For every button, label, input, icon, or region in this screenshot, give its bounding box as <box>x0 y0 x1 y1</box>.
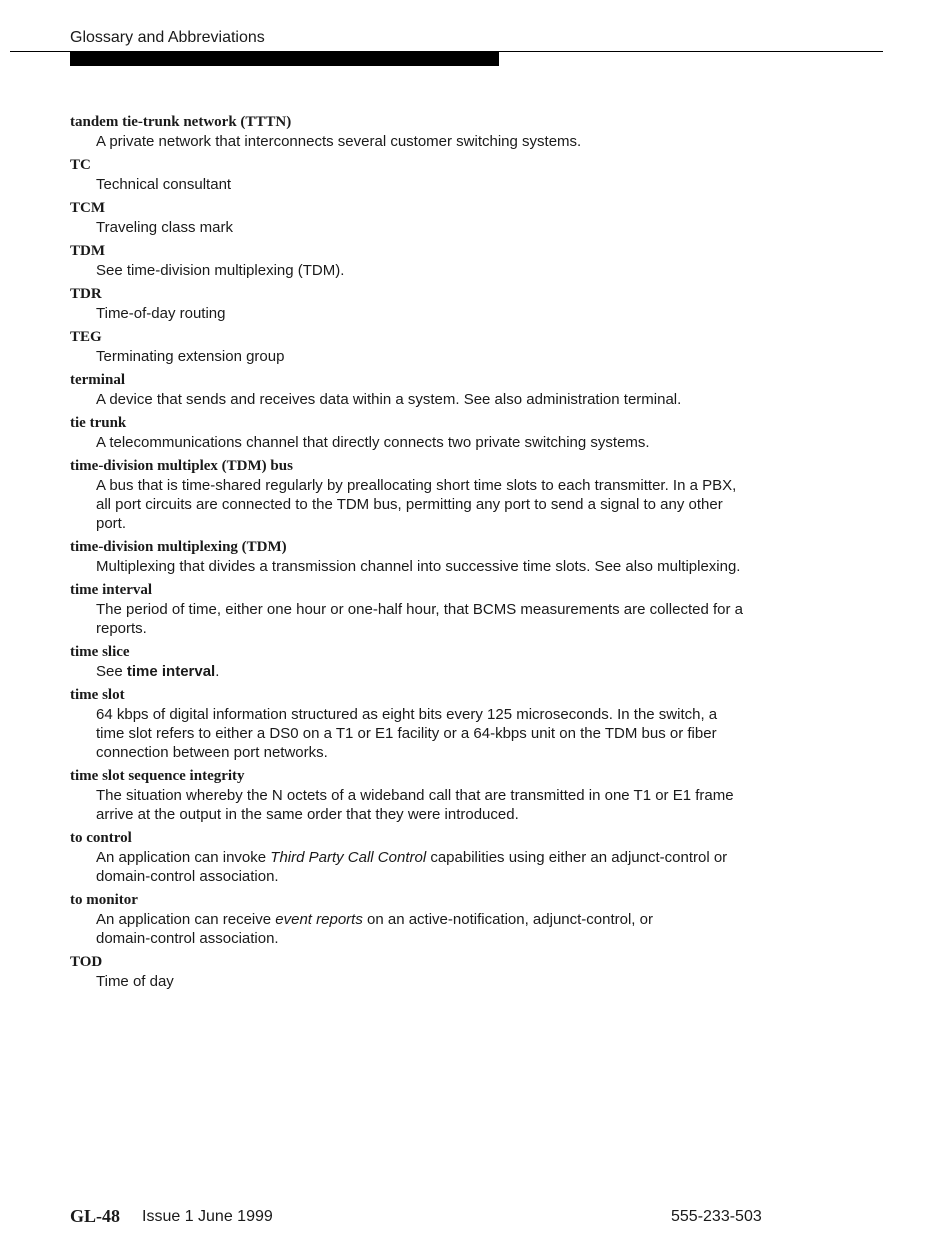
glossary-entry <box>70 538 780 576</box>
glossary-entry <box>70 643 780 681</box>
definition-line: port. <box>96 515 127 532</box>
glossary-term: TCM <box>70 200 105 216</box>
definition-text: . <box>215 663 220 680</box>
glossary-definition: Multiplexing that divides a transmission channel into successive time slots. See also multiplexing. <box>96 558 741 575</box>
glossary-definition: Time of day <box>96 973 174 990</box>
glossary-term: to control <box>70 830 132 846</box>
glossary-entry <box>70 581 780 638</box>
header-bar <box>70 52 499 66</box>
definition-line <box>96 848 780 867</box>
definition-text: capabilities using either an adjunct-control or <box>426 849 728 866</box>
definition-line <box>96 910 780 929</box>
glossary-term: time slice <box>70 644 130 660</box>
glossary-entry <box>70 285 780 323</box>
glossary-definition: A private network that interconnects several customer switching systems. <box>96 133 582 150</box>
definition-line: The period of time, either one hour or one-half hour, that BCMS measurements are collected for a <box>96 601 744 618</box>
glossary-term: terminal <box>70 372 125 388</box>
glossary-entry <box>70 156 780 194</box>
glossary-definition <box>96 910 780 948</box>
glossary-definition: Terminating extension group <box>96 348 285 365</box>
definition-text: on an active-notification, adjunct-control, or <box>362 911 653 928</box>
glossary-term: time-division multiplexing (TDM) <box>70 539 287 555</box>
definition-line: A bus that is time-shared regularly by preallocating short time slots to each transmitter. In a PBX, <box>96 477 737 494</box>
glossary-entry <box>70 414 780 452</box>
glossary-entry <box>70 113 780 151</box>
glossary-definition: A device that sends and receives data within a system. See also administration terminal. <box>96 391 682 408</box>
glossary-entry <box>70 891 780 948</box>
glossary-definition: Technical consultant <box>96 176 232 193</box>
glossary-entry <box>70 767 780 824</box>
glossary-entry <box>70 242 780 280</box>
glossary-definition: Traveling class mark <box>96 219 233 236</box>
cross-reference-link[interactable]: time interval <box>126 663 216 680</box>
glossary-term: tie trunk <box>70 415 127 431</box>
emphasized-text: Third Party Call Control <box>270 849 427 866</box>
definition-line: reports. <box>96 620 147 637</box>
glossary-entry <box>70 371 780 409</box>
glossary-entry <box>70 199 780 237</box>
glossary-term: TDM <box>70 243 105 259</box>
glossary-definition: A telecommunications channel that directly connects two private switching systems. <box>96 434 650 451</box>
glossary-definition <box>96 848 780 886</box>
definition-line: The situation whereby the N octets of a wideband call that are transmitted in one T1 or E1 frame <box>96 787 734 804</box>
issue-date: Issue 1 June 1999 <box>142 1208 273 1225</box>
emphasized-text: event reports <box>275 911 363 928</box>
glossary-term: TOD <box>70 954 103 970</box>
glossary-definition <box>96 786 780 824</box>
definition-text: See <box>96 663 127 680</box>
glossary-term: TEG <box>70 329 102 345</box>
glossary-term: tandem tie-trunk network (TTTN) <box>70 114 292 130</box>
definition-line: all port circuits are connected to the TDM bus, permitting any port to send a signal to any other <box>96 496 723 513</box>
document-number: 555-233-503 <box>671 1208 762 1225</box>
glossary-list <box>70 113 780 996</box>
glossary-definition <box>96 476 780 533</box>
glossary-entry <box>70 686 780 762</box>
glossary-entry <box>70 829 780 886</box>
glossary-definition: Time-of-day routing <box>96 305 226 322</box>
glossary-entry <box>70 457 780 533</box>
definition-text: An application can receive <box>96 911 276 928</box>
glossary-term: TDR <box>70 286 102 302</box>
running-header: Glossary and Abbreviations <box>70 29 265 46</box>
definition-line: domain-control association. <box>96 930 279 947</box>
definition-line: 64 kbps of digital information structured as eight bits every 125 microseconds. In the switch, a <box>96 706 718 723</box>
definition-text: An application can invoke <box>96 849 271 866</box>
glossary-term: time interval <box>70 582 153 598</box>
glossary-term: time slot <box>70 687 125 703</box>
glossary-definition <box>96 662 780 681</box>
glossary-entry <box>70 953 780 991</box>
glossary-term: TC <box>70 157 91 173</box>
glossary-term: time-division multiplex (TDM) bus <box>70 458 293 474</box>
glossary-definition <box>96 600 780 638</box>
glossary-entry <box>70 328 780 366</box>
glossary-term: time slot sequence integrity <box>70 768 245 784</box>
glossary-definition <box>96 705 780 762</box>
glossary-definition: See time-division multiplexing (TDM). <box>96 262 345 279</box>
definition-line: connection between port networks. <box>96 744 328 761</box>
page-number: GL-48 <box>70 1206 121 1226</box>
definition-line: domain-control association. <box>96 868 279 885</box>
definition-line: time slot refers to either a DS0 on a T1 or E1 facility or a 64-kbps unit on the TDM bus or fiber <box>96 725 717 742</box>
definition-line: arrive at the output in the same order that they were introduced. <box>96 806 519 823</box>
glossary-term: to monitor <box>70 892 138 908</box>
